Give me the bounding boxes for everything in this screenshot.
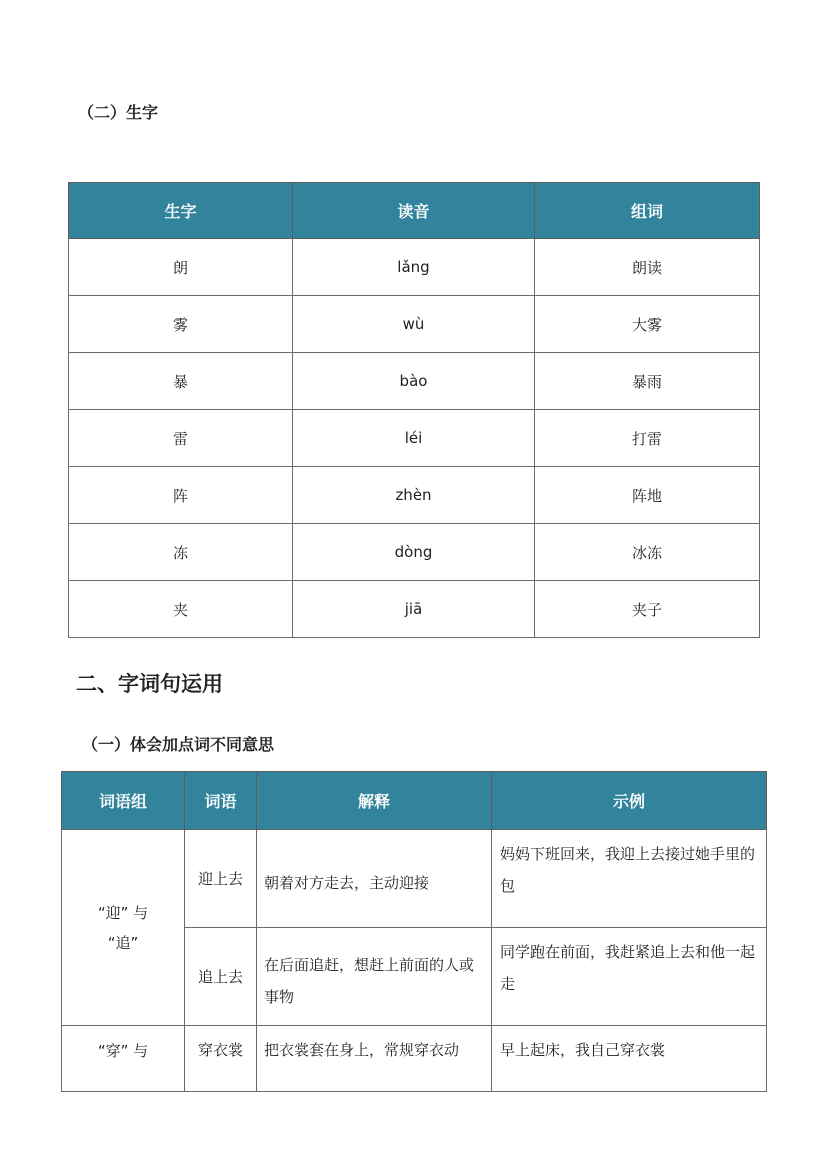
cell-word: 迎上去: [185, 830, 257, 928]
table-header-row: [69, 183, 760, 239]
cell-pinyin: bào: [293, 353, 535, 410]
shengzi-table: [68, 182, 760, 638]
header-word: 词语: [185, 772, 257, 830]
table-row: [69, 296, 760, 353]
cell-meaning: 朝着对方走去，主动迎接: [257, 830, 492, 928]
cell-character: 暴: [69, 353, 293, 410]
group-cell-chuan: [62, 1026, 185, 1092]
cell-example: 同学跑在前面，我赶紧追上去和他一起走: [492, 928, 767, 1026]
cell-meaning: 在后面追赶，想赶上前面的人或事物: [257, 928, 492, 1026]
cell-character: 朗: [69, 239, 293, 296]
table-header-row: [62, 772, 767, 830]
cell-word: 夹子: [535, 581, 760, 638]
cell-pinyin: wù: [293, 296, 535, 353]
group-cell-ying-zhui: [62, 830, 185, 1026]
cell-character: 夹: [69, 581, 293, 638]
cell-word: 阵地: [535, 467, 760, 524]
group-label-line1: “穿” 与: [97, 1042, 149, 1060]
header-example: 示例: [492, 772, 767, 830]
table-row: [69, 581, 760, 638]
header-group: 词语组: [62, 772, 185, 830]
cell-example: 早上起床，我自己穿衣裳: [492, 1026, 767, 1092]
table-row: [69, 524, 760, 581]
section-title-tihui: （一）体会加点词不同意思: [82, 735, 275, 754]
table-row: [69, 410, 760, 467]
cell-meaning: 把衣裳套在身上，常规穿衣动: [257, 1026, 492, 1092]
table-row: [69, 239, 760, 296]
cell-word: 大雾: [535, 296, 760, 353]
cell-character: 冻: [69, 524, 293, 581]
cell-example: 妈妈下班回来，我迎上去接过她手里的包: [492, 830, 767, 928]
cell-word: 朗读: [535, 239, 760, 296]
table-row: [69, 467, 760, 524]
table-row: [69, 353, 760, 410]
header-zuci: 组词: [535, 183, 760, 239]
cell-pinyin: jiā: [293, 581, 535, 638]
cell-pinyin: dòng: [293, 524, 535, 581]
cell-pinyin: léi: [293, 410, 535, 467]
group-label-line1: “迎” 与: [97, 903, 149, 922]
header-duyin: 读音: [293, 183, 535, 239]
word-meaning-table: [61, 771, 767, 1092]
cell-word: 暴雨: [535, 353, 760, 410]
cell-word: 追上去: [185, 928, 257, 1026]
cell-word: 打雷: [535, 410, 760, 467]
section-title-main: 二、字词句运用: [76, 672, 223, 696]
cell-pinyin: zhèn: [293, 467, 535, 524]
table-row: [62, 1026, 767, 1092]
cell-character: 雷: [69, 410, 293, 467]
cell-character: 阵: [69, 467, 293, 524]
table-row: [62, 830, 767, 928]
section-title-shengzi: （二）生字: [78, 103, 159, 122]
group-label-line2: “追”: [107, 933, 139, 952]
cell-word: 冰冻: [535, 524, 760, 581]
cell-pinyin: lǎng: [293, 239, 535, 296]
header-meaning: 解释: [257, 772, 492, 830]
cell-character: 雾: [69, 296, 293, 353]
cell-word: 穿衣裳: [185, 1026, 257, 1092]
header-shengzi: 生字: [69, 183, 293, 239]
